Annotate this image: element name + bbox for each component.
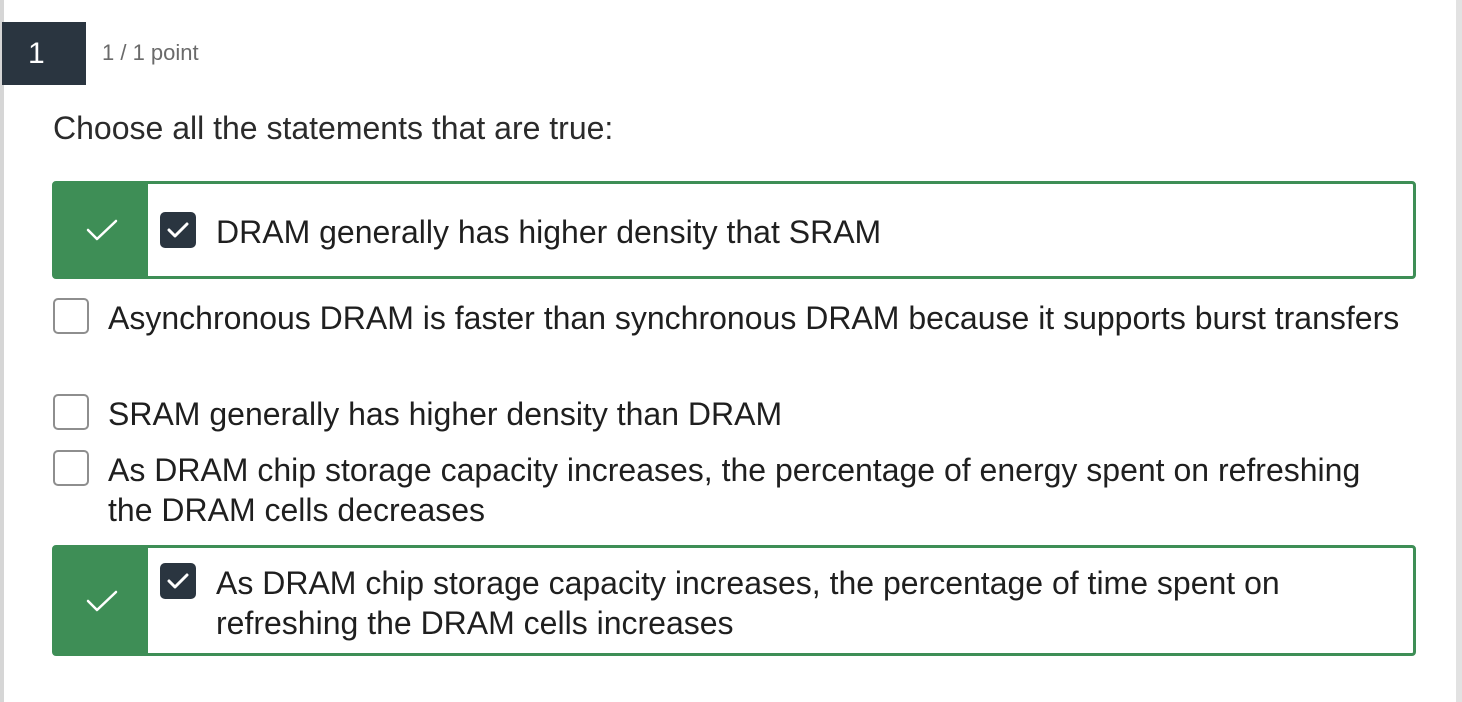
option-checkbox[interactable] <box>53 394 89 430</box>
check-icon <box>85 217 119 243</box>
option-checkbox[interactable] <box>53 298 89 334</box>
answer-option-correct <box>52 545 1416 656</box>
question-score: 1 / 1 point <box>102 40 199 65</box>
option-checkbox[interactable] <box>160 563 196 599</box>
answer-option <box>52 448 1416 534</box>
option-label: As DRAM chip storage capacity increases, the percentage of time spent on refreshing the DRAM cells increases <box>216 565 1280 641</box>
option-label: DRAM generally has higher density that SRAM <box>216 214 882 250</box>
correct-indicator <box>55 548 148 653</box>
option-label: Asynchronous DRAM is faster than synchronous DRAM because it supports burst transfers <box>108 300 1400 336</box>
option-checkbox[interactable] <box>160 212 196 248</box>
question-number-badge: 1 <box>2 22 86 85</box>
option-checkbox[interactable] <box>53 450 89 486</box>
option-label: As DRAM chip storage capacity increases, the percentage of energy spent on refreshing the DRAM cells decreases <box>108 452 1361 528</box>
option-label: SRAM generally has higher density than DRAM <box>108 396 783 432</box>
check-icon <box>85 588 119 614</box>
answer-option-correct <box>52 181 1416 279</box>
answer-option <box>52 296 1416 342</box>
checkbox-check-icon <box>167 572 189 590</box>
checkbox-check-icon <box>167 221 189 239</box>
left-border <box>0 0 4 702</box>
right-border <box>1456 0 1462 702</box>
answer-option <box>52 392 1416 438</box>
question-prompt: Choose all the statements that are true: <box>53 110 614 146</box>
correct-indicator <box>55 184 148 276</box>
